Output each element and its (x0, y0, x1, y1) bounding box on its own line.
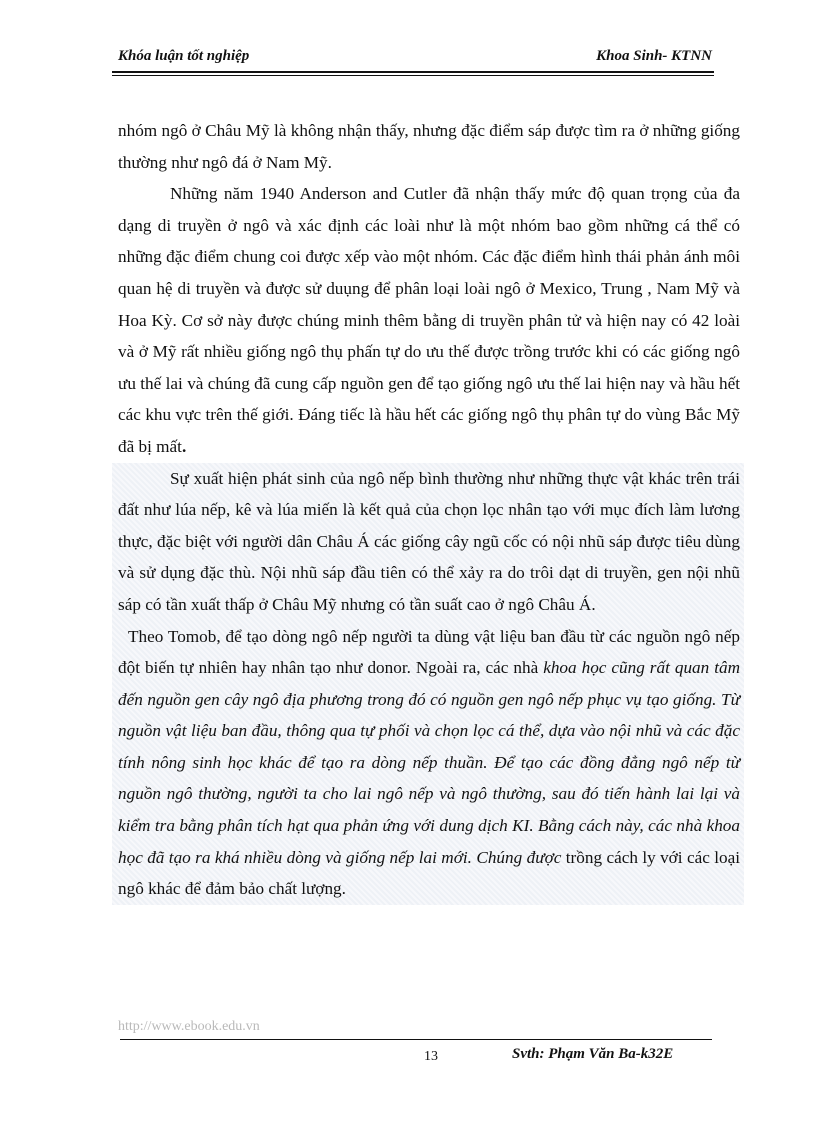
footer-url-watermark: http://www.ebook.edu.vn (118, 1019, 260, 1034)
page-body (118, 115, 740, 905)
header-department: Khoa Sinh- KTNN (596, 48, 712, 64)
paragraph-2-text: Những năm 1940 Anderson and Cutler đã nhận thấy mức độ quan trọng của đa dạng di truyền ở ngô và xác định các loài như là một nhóm bao gồm những cá thể có những đặc điểm chung coi được xếp vào một nhóm. Các đặc điểm hình thái phản ánh môi quan hệ di truyền và được sử duụng để phân loại loài ngô ở Mexico, Trung , Nam Mỹ và Hoa Kỳ. Cơ sở này được chúng minh thêm bằng di truyền phân tử và hiện nay có 42 loài và ở Mỹ rất nhiều giống ngô thụ phấn tự do ưu thế được trồng trước khi có các giống ngô ưu thế lai và chúng đã cung cấp nguồn gen để tạo giống ngô ưu thế lai hiện nay và hầu hết các khu vực trên thế giới. Đáng tiếc là hầu hết các giống ngô thụ phân tự do vùng Bắc Mỹ đã bị mất (118, 184, 740, 456)
page-number: 13 (424, 1049, 438, 1064)
paragraph-2 (118, 178, 740, 462)
header-thesis-title: Khóa luận tốt nghiệp (118, 48, 250, 64)
paragraph-4-normal: Theo Tomob, để tạo dòng ngô nếp người ta dùng vật liệu ban đầu từ các nguồn ngô nếp đột biến tự nhiên hay nhân tạo như donor. Ngoài ra, các nhà (118, 626, 740, 678)
footer-rule (120, 1039, 712, 1040)
paragraph-1: nhóm ngô ở Châu Mỹ là không nhận thấy, nhưng đặc điểm sáp được tìm ra ở những giống thường như ngô đá ở Nam Mỹ. (118, 121, 740, 172)
paragraph-4-italic: khoa học cũng rất quan tâm đến nguồn gen cây ngô địa phương trong đó có nguồn gen ngô nếp phục vụ tạo giống. Từ nguồn vật liệu ban đầu, thông qua tự phối và chọn lọc cá thể, dựa vào nội nhũ và các đặc tính nông sinh học khác để tạo ra dòng nếp thuần. Để tạo các đồng đẳng ngô nếp từ nguồn ngô thường, người ta cho lai ngô nếp và ngô thường, sau đó tiến hành lai lại và kiểm tra bằng phân tích hạt qua phản ứng với dung dịch KI. Bằng cách này, các nhà khoa học đã tạo ra khá nhiều dòng và giống nếp lai mới. Chúng được (118, 658, 740, 867)
paragraph-3: Sự xuất hiện phát sinh của ngô nếp bình thường như những thực vật khác trên trái đất như lúa nếp, kê và lúa miến là kết quả của chọn lọc nhân tạo với mục đích làm lương thực, đặc biệt với người dân Châu Á các giống cây ngũ cốc có nội nhũ sáp được tiêu dùng và sử dụng đặc thù. Nội nhũ sáp đầu tiên có thể xảy ra do trôi dạt di truyền, gen nội nhũ sáp có tần xuất thấp ở Châu Mỹ nhưng có tần suất cao ở ngô Châu Á. (118, 468, 740, 614)
highlighted-section (112, 463, 744, 905)
header-rule (112, 71, 714, 76)
footer-author: Svth: Phạm Văn Ba-k32E (512, 1046, 674, 1062)
paragraph-4-tail: trồng cách ly với các loại ngô khác để đảm bảo chất lượng. (118, 847, 740, 899)
paragraph-2-end: . (181, 436, 187, 456)
paragraph-4 (118, 621, 740, 905)
page-header (118, 48, 712, 70)
